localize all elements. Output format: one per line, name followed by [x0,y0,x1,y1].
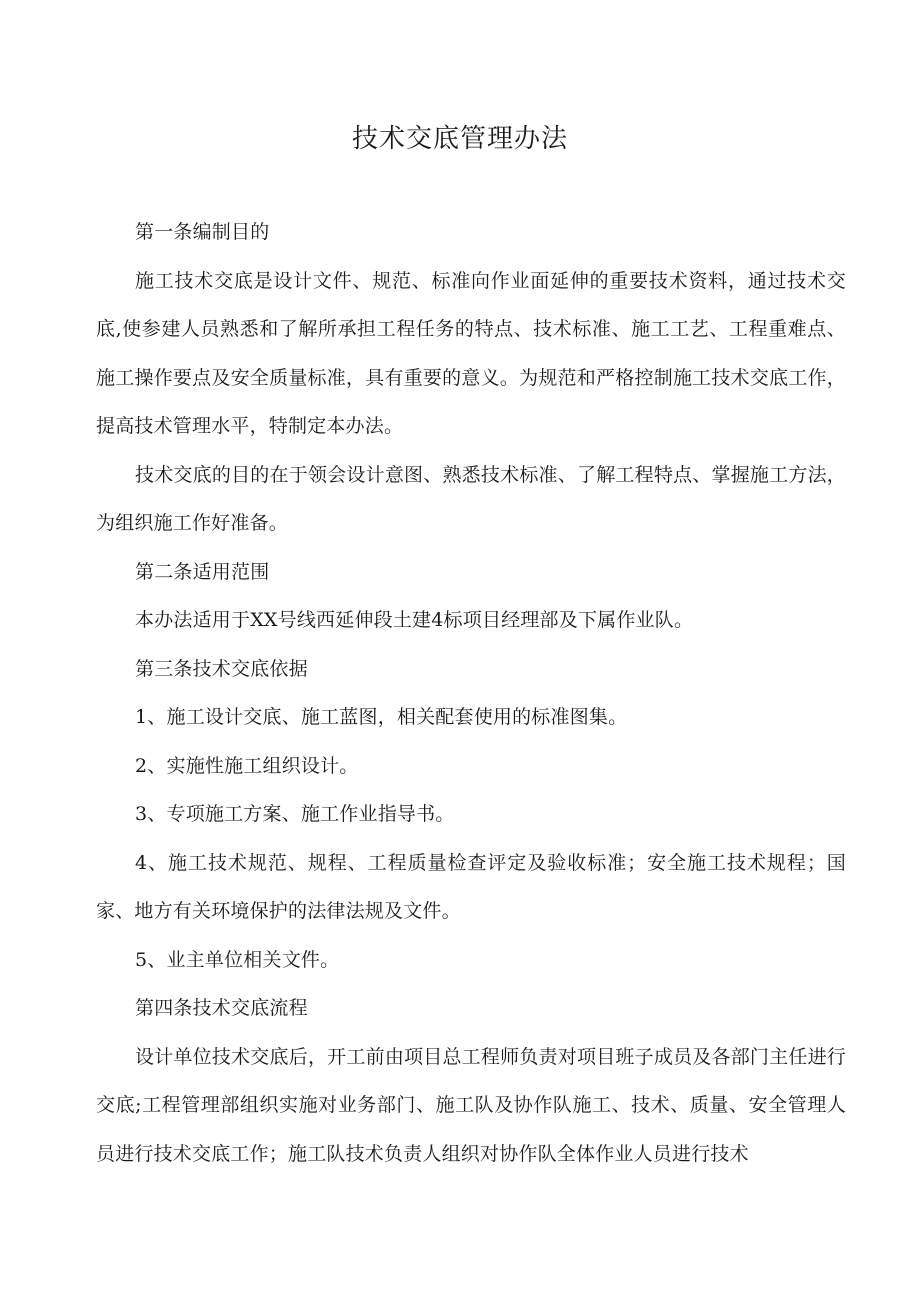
list-item: 5、业主单位相关文件。 [135,948,340,971]
paragraph: 本办法适用于XX号线西延伸段土建4标项目经理部及下属作业队。 [135,609,694,631]
document-title: 技术交底管理办法 [351,124,568,154]
list-item: 1、施工设计交底、施工蓝图，相关配套使用的标准图集。 [135,706,628,728]
article-heading-2: 第二条适用范围 [135,560,270,583]
paragraph: 设计单位技术交底后，开工前由项目总工程师负责对项目班子成员及各部门主任进行交底;工程管理部组织实施对业务部门、施工队及协作队施工、技术、质量、安全管理人员进行技术交底工作；施工队技术负责人组织对协作队全体作业人员进行技术 [96,1045,846,1165]
article-heading-1: 第一条编制目的 [135,221,270,243]
article-heading-4: 第四条技术交底流程 [135,997,308,1019]
list-item: 2、实施性施工组织设计。 [135,754,359,777]
paragraph: 技术交底的目的在于领会设计意图、熟悉技术标准、了解工程特点、掌握施工方法，为组织施工作好准备。 [96,463,846,534]
list-item: 3、专项施工方案、施工作业指导书。 [135,803,455,825]
article-heading-3: 第三条技术交底依据 [135,657,308,680]
paragraph: 施工技术交底是设计文件、规范、标准向作业面延伸的重要技术资料，通过技术交底,使参建人员熟悉和了解所承担工程任务的特点、技术标准、施工工艺、工程重难点、施工操作要点及安全质量标准，具有重要的意义。为规范和严格控制施工技术交底工作，提高技术管理水平，特制定本办法。 [96,269,846,437]
document-body [96,208,846,1178]
list-item: 4、施工技术规范、规程、工程质量检查评定及验收标准；安全施工技术规程；国家、地方有关环境保护的法律法规及文件。 [96,851,846,922]
